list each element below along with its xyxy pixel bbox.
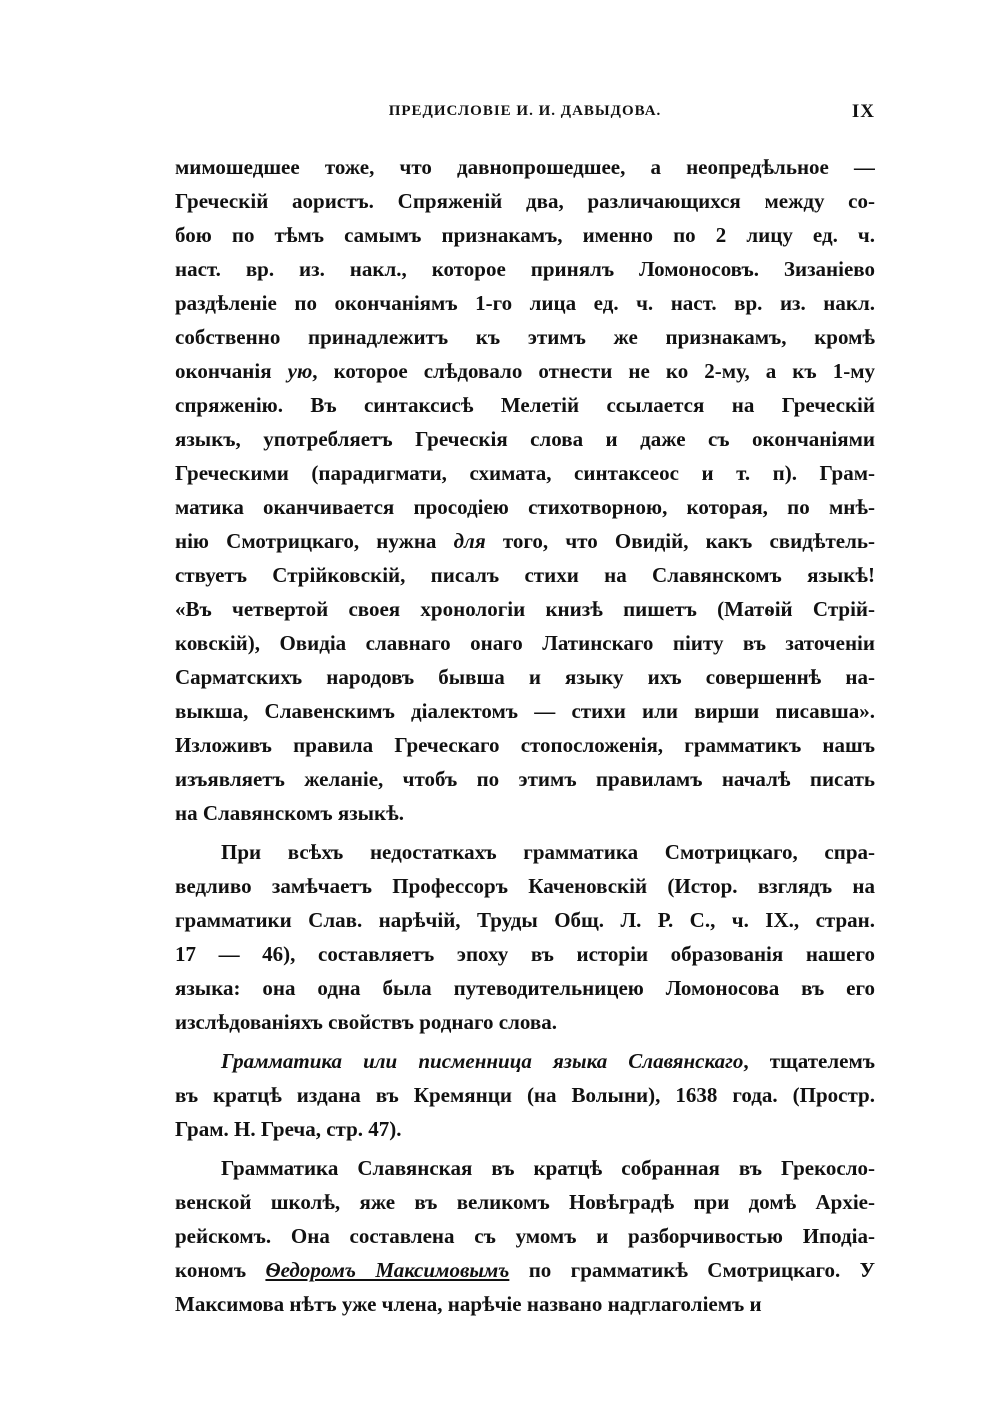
text-line [175, 558, 875, 592]
text-line [175, 286, 875, 320]
text-segment: мимошедшее тоже, что давнопрошедшее, а неопредѣльное — [175, 155, 875, 179]
text-segment: того, что Овидій, какъ свидѣтель- [485, 529, 875, 553]
text-line [175, 626, 875, 660]
text-line [175, 1185, 875, 1219]
text-segment: на Славянскомъ языкѣ. [175, 801, 405, 825]
text-segment: выкша, Славенскимъ діалектомъ — стихи или вирши писавша». [175, 699, 875, 723]
text-line [175, 728, 875, 762]
text-line [175, 320, 875, 354]
text-line [175, 524, 875, 558]
text-line [175, 660, 875, 694]
body-text [175, 150, 875, 1321]
text-line [175, 903, 875, 937]
italic-text: для [453, 529, 486, 553]
text-segment: нію Смотрицкаго, нужна [175, 529, 454, 553]
text-line [175, 937, 875, 971]
text-segment: «Въ четвертой своея хронологіи книзѣ пишетъ (Матѳій Стрій- [175, 597, 875, 621]
text-segment: Максимова нѣтъ уже члена, нарѣчіе названо надглаголіемъ и [175, 1292, 762, 1316]
italic-text: Грамматика или писменница языка Славянскаго [221, 1049, 744, 1073]
running-header [175, 103, 875, 129]
running-title: ПРЕДИСЛОВІЕ И. И. ДАВЫДОВА. [388, 103, 662, 119]
text-segment: наст. вр. из. накл., которое принялъ Ломоносовъ. Зизаніево [175, 257, 875, 281]
text-line [175, 1044, 875, 1078]
text-segment: , которое слѣдовало отнести не ко 2-му, а къ 1-му [312, 359, 875, 383]
text-segment: рейскомъ. Она составлена съ умомъ и разборчивостью Иподіа- [175, 1224, 875, 1248]
text-line [175, 592, 875, 626]
text-line [175, 1005, 875, 1039]
text-line [175, 456, 875, 490]
text-segment: окончанія [175, 359, 288, 383]
text-line [175, 1078, 875, 1112]
text-segment: ведливо замѣчаетъ Профессоръ Каченовскій (Истор. взглядъ на [175, 874, 875, 898]
text-segment: Греческими (парадигмати, схимата, синтаксеос и т. п). Грам- [175, 461, 875, 485]
text-segment: ствуетъ Стрійковскій, писалъ стихи на Славянскомъ языкѣ! [175, 563, 875, 587]
text-segment: матика оканчивается просодіею стихотворною, которая, по мнѣ- [175, 495, 875, 519]
text-segment: языка: она одна была путеводительницею Ломоносова въ его [175, 976, 875, 1000]
page-number: IX [851, 101, 875, 122]
text-line [175, 1112, 875, 1146]
text-segment: по грамматикѣ Смотрицкаго. У [509, 1258, 875, 1282]
text-segment: Грамматика Славянская въ кратцѣ собранная въ Грекосло- [221, 1156, 875, 1180]
text-line [175, 694, 875, 728]
text-segment: грамматики Слав. нарѣчій, Труды Общ. Л. Р. С., ч. IX., стран. [175, 908, 875, 932]
text-segment: При всѣхъ недостаткахъ грамматика Смотрицкаго, спра- [221, 840, 875, 864]
text-line [175, 869, 875, 903]
text-segment: Греческій аористъ. Спряженій два, различающихся между со- [175, 189, 875, 213]
text-line [175, 1151, 875, 1185]
text-segment: изъявляетъ желаніе, чтобъ по этимъ правиламъ началѣ писать [175, 767, 875, 791]
text-segment: Сарматскихъ народовъ бывша и языку ихъ совершеннѣ на- [175, 665, 875, 689]
text-line [175, 184, 875, 218]
text-segment: 17 — 46), составляетъ эпоху въ исторіи образованія нашего [175, 942, 875, 966]
text-line [175, 490, 875, 524]
text-segment: Изложивъ правила Греческаго стопосложенія, грамматикъ нашъ [175, 733, 875, 757]
text-segment: изслѣдованіяхъ свойствъ роднаго слова. [175, 1010, 557, 1034]
text-segment: бою по тѣмъ самымъ признакамъ, именно по 2 лицу ед. ч. [175, 223, 875, 247]
text-segment: въ кратцѣ издана въ Кремянци (на Волыни), 1638 года. (Простр. [175, 1083, 875, 1107]
text-line [175, 388, 875, 422]
text-segment: , тщателемъ [743, 1049, 875, 1073]
text-line [175, 218, 875, 252]
italic-text: ую [287, 359, 313, 383]
text-segment: венской школѣ, яже въ великомъ Новѣградѣ при домѣ Архіе- [175, 1190, 875, 1214]
text-line [175, 971, 875, 1005]
text-line [175, 150, 875, 184]
text-line [175, 422, 875, 456]
text-segment: собственно принадлежитъ къ этимъ же признакамъ, кромѣ [175, 325, 875, 349]
text-line [175, 252, 875, 286]
text-segment: спряженію. Въ синтаксисѣ Мелетій ссылается на Греческій [175, 393, 875, 417]
text-line [175, 1219, 875, 1253]
text-segment: Грам. Н. Греча, стр. 47). [175, 1117, 402, 1141]
text-line [175, 762, 875, 796]
text-line [175, 1253, 875, 1287]
text-line [175, 796, 875, 830]
text-line [175, 835, 875, 869]
text-segment: ковскій), Овидіа славнаго онаго Латинскаго піиту въ заточеніи [175, 631, 875, 655]
text-line [175, 354, 875, 388]
underlined-italic-text: Ѳедоромъ Максимовымъ [265, 1258, 510, 1282]
text-segment: раздѣленіе по окончаніямъ 1-го лица ед. ч. наст. вр. из. накл. [175, 291, 875, 315]
text-segment: языкъ, употребляетъ Греческія слова и даже съ окончаніями [175, 427, 875, 451]
text-line [175, 1287, 875, 1321]
text-segment: кономъ [175, 1258, 266, 1282]
